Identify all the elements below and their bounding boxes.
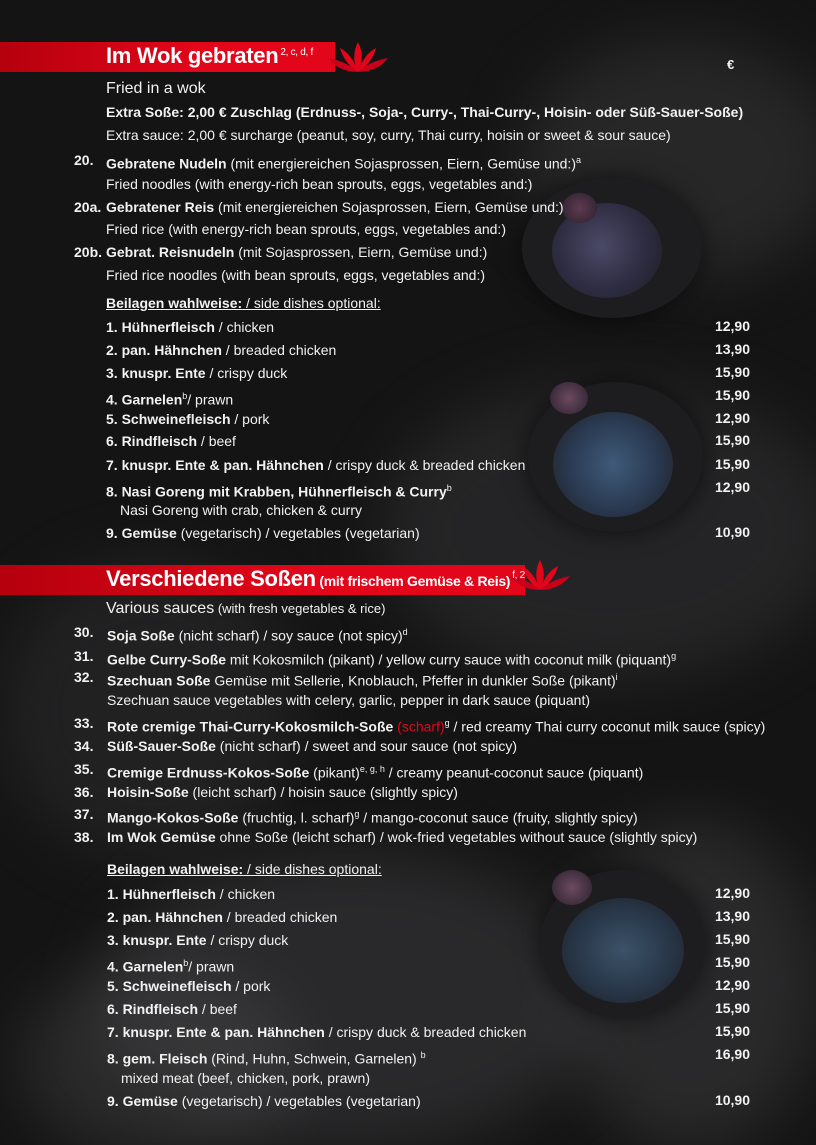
side-item: 7. knuspr. Ente & pan. Hähnchen / crispy duck & breaded chicken [107,1024,527,1040]
dish-name: Rote cremige Thai-Curry-Kokosmilch-Soße (scharf)$^g$ / red creamy Thai curry coconut milk sauce (spicy) [107,718,766,735]
dish-number: 35. [74,761,94,777]
price: 15,90 [714,1000,750,1016]
price: 12,90 [714,410,750,426]
sauce-dish-plate-photo [540,870,705,1018]
dish-number: 20b. [74,244,103,260]
side-item: 5. Schweinefleisch / pork [107,978,271,994]
price: 15,90 [714,954,750,970]
section-title-wok: Im Wok gebraten $^{2, c, d, f}$ [106,43,313,68]
dish-number: 31. [74,648,94,664]
dish-en: Szechuan sauce vegetables with celery, garlic, pepper in dark sauce (piquant) [107,692,591,708]
dish-name: Gebratener Reis (mit energiereichen Sojasprossen, Eiern, Gemüse und:) [106,199,564,215]
section-subtitle-en: Fried in a wok [106,80,206,97]
side-item: 2. pan. Hähnchen / breaded chicken [107,909,338,925]
price: 12,90 [714,885,750,901]
dish-number: 36. [74,784,94,800]
side-item: 1. Hühnerfleisch / chicken [106,319,275,335]
lotus-icon [326,38,390,78]
dish-number: 20. [74,152,94,168]
dish-name: Soja Soße (nicht scharf) / soy sauce (not spicy)$^d$ [107,627,408,644]
price: 15,90 [714,432,750,448]
dish-name: Gebratene Nudeln (mit energiereichen Sojasprossen, Eiern, Gemüse und:)$^a$ [106,155,582,172]
side-item-en: Nasi Goreng with crab, chicken & curry [120,502,362,518]
side-item: 3. knuspr. Ente / crispy duck [107,932,289,948]
dish-number: 20a. [74,199,102,215]
dish-name: Hoisin-Soße (leicht scharf) / hoisin sauce (slightly spicy) [107,784,458,800]
side-item: 9. Gemüse (vegetarisch) / vegetables (vegetarian) [106,525,420,541]
price: 12,90 [714,977,750,993]
side-item: 6. Rindfleisch / beef [107,1001,237,1017]
side-item: 9. Gemüse (vegetarisch) / vegetables (vegetarian) [107,1093,421,1109]
dish-en: Fried rice (with energy-rich bean sprouts, eggs, vegetables and:) [106,221,506,237]
section-subtitle-en: Various sauces (with fresh vegetables & rice) [106,600,386,617]
price: 12,90 [714,479,750,495]
fried-noodles-plate-photo [528,382,703,532]
price: 15,90 [714,364,750,380]
side-item: 6. Rindfleisch / beef [106,433,236,449]
extra-sauce-en: Extra sauce: 2,00 € surcharge (peanut, soy, curry, Thai curry, hoisin or sweet & sour sauce) [106,127,671,143]
side-item: 7. knuspr. Ente & pan. Hähnchen / crispy duck & breaded chicken [106,457,526,473]
extra-sauce-de: Extra Soße: 2,00 € Zuschlag (Erdnuss-, Soja-, Curry-, Thai-Curry-, Hoisin- oder Süß-Sauer-Soße) [106,104,744,120]
dish-name: Gebrat. Reisnudeln (mit Sojasprossen, Eiern, Gemüse und:) [106,244,488,260]
side-item: 2. pan. Hähnchen / breaded chicken [106,342,337,358]
price: 13,90 [714,908,750,924]
side-item: 1. Hühnerfleisch / chicken [107,886,276,902]
side-item: 4. Garnelen$^b$/ prawn [106,391,234,408]
price: 13,90 [714,341,750,357]
price: 12,90 [714,318,750,334]
price: 10,90 [714,1092,750,1108]
price: 15,90 [714,456,750,472]
price: 15,90 [714,387,750,403]
dish-number: 30. [74,624,94,640]
dish-name: Im Wok Gemüse ohne Soße (leicht scharf) / wok-fried vegetables without sauce (slightly spicy) [107,829,698,845]
side-item: 8. Nasi Goreng mit Krabben, Hühnerfleisch & Curry$^b$ [106,483,452,500]
price: 10,90 [714,524,750,540]
side-item: 4. Garnelen$^b$/ prawn [107,958,235,975]
dish-name: Gelbe Curry-Soße mit Kokosmilch (pikant) / yellow curry sauce with coconut milk (piquant)$^g$ [107,651,677,668]
dish-name: Cremige Erdnuss-Kokos-Soße (pikant)$^{e, g, h}$ / creamy peanut-coconut sauce (piquant) [107,764,644,781]
dish-en: Fried rice noodles (with bean sprouts, eggs, vegetables and:) [106,267,485,283]
dish-number: 37. [74,806,94,822]
currency-header: € [727,57,735,72]
price: 16,90 [714,1046,750,1062]
sides-header: Beilagen wahlweise: / side dishes optional: [107,861,382,877]
dish-name: Mango-Kokos-Soße (fruchtig, l. scharf)$^g$ / mango-coconut sauce (fruity, slightly spicy) [107,809,638,826]
price: 15,90 [714,931,750,947]
price: 15,90 [714,1023,750,1039]
side-item: 8. gem. Fleisch (Rind, Huhn, Schwein, Garnelen) $^b$ [107,1050,426,1067]
dish-name: Szechuan Soße Gemüse mit Sellerie, Knoblauch, Pfeffer in dunkler Soße (pikant)$^i$ [107,672,618,689]
side-item: 5. Schweinefleisch / pork [106,411,270,427]
section-title-sauces: Verschiedene Soßen (mit frischem Gemüse & Reis) $^{f, 2}$ [106,566,525,591]
dish-number: 32. [74,669,94,685]
side-item: 3. knuspr. Ente / crispy duck [106,365,288,381]
dish-en: Fried noodles (with energy-rich bean sprouts, eggs, vegetables and:) [106,176,533,192]
dish-number: 33. [74,715,94,731]
dish-number: 34. [74,738,94,754]
dish-number: 38. [74,829,94,845]
sides-header: Beilagen wahlweise: / side dishes optional: [106,295,381,311]
dish-name: Süß-Sauer-Soße (nicht scharf) / sweet and sour sauce (not spicy) [107,738,518,754]
side-item-en: mixed meat (beef, chicken, pork, prawn) [121,1070,370,1086]
